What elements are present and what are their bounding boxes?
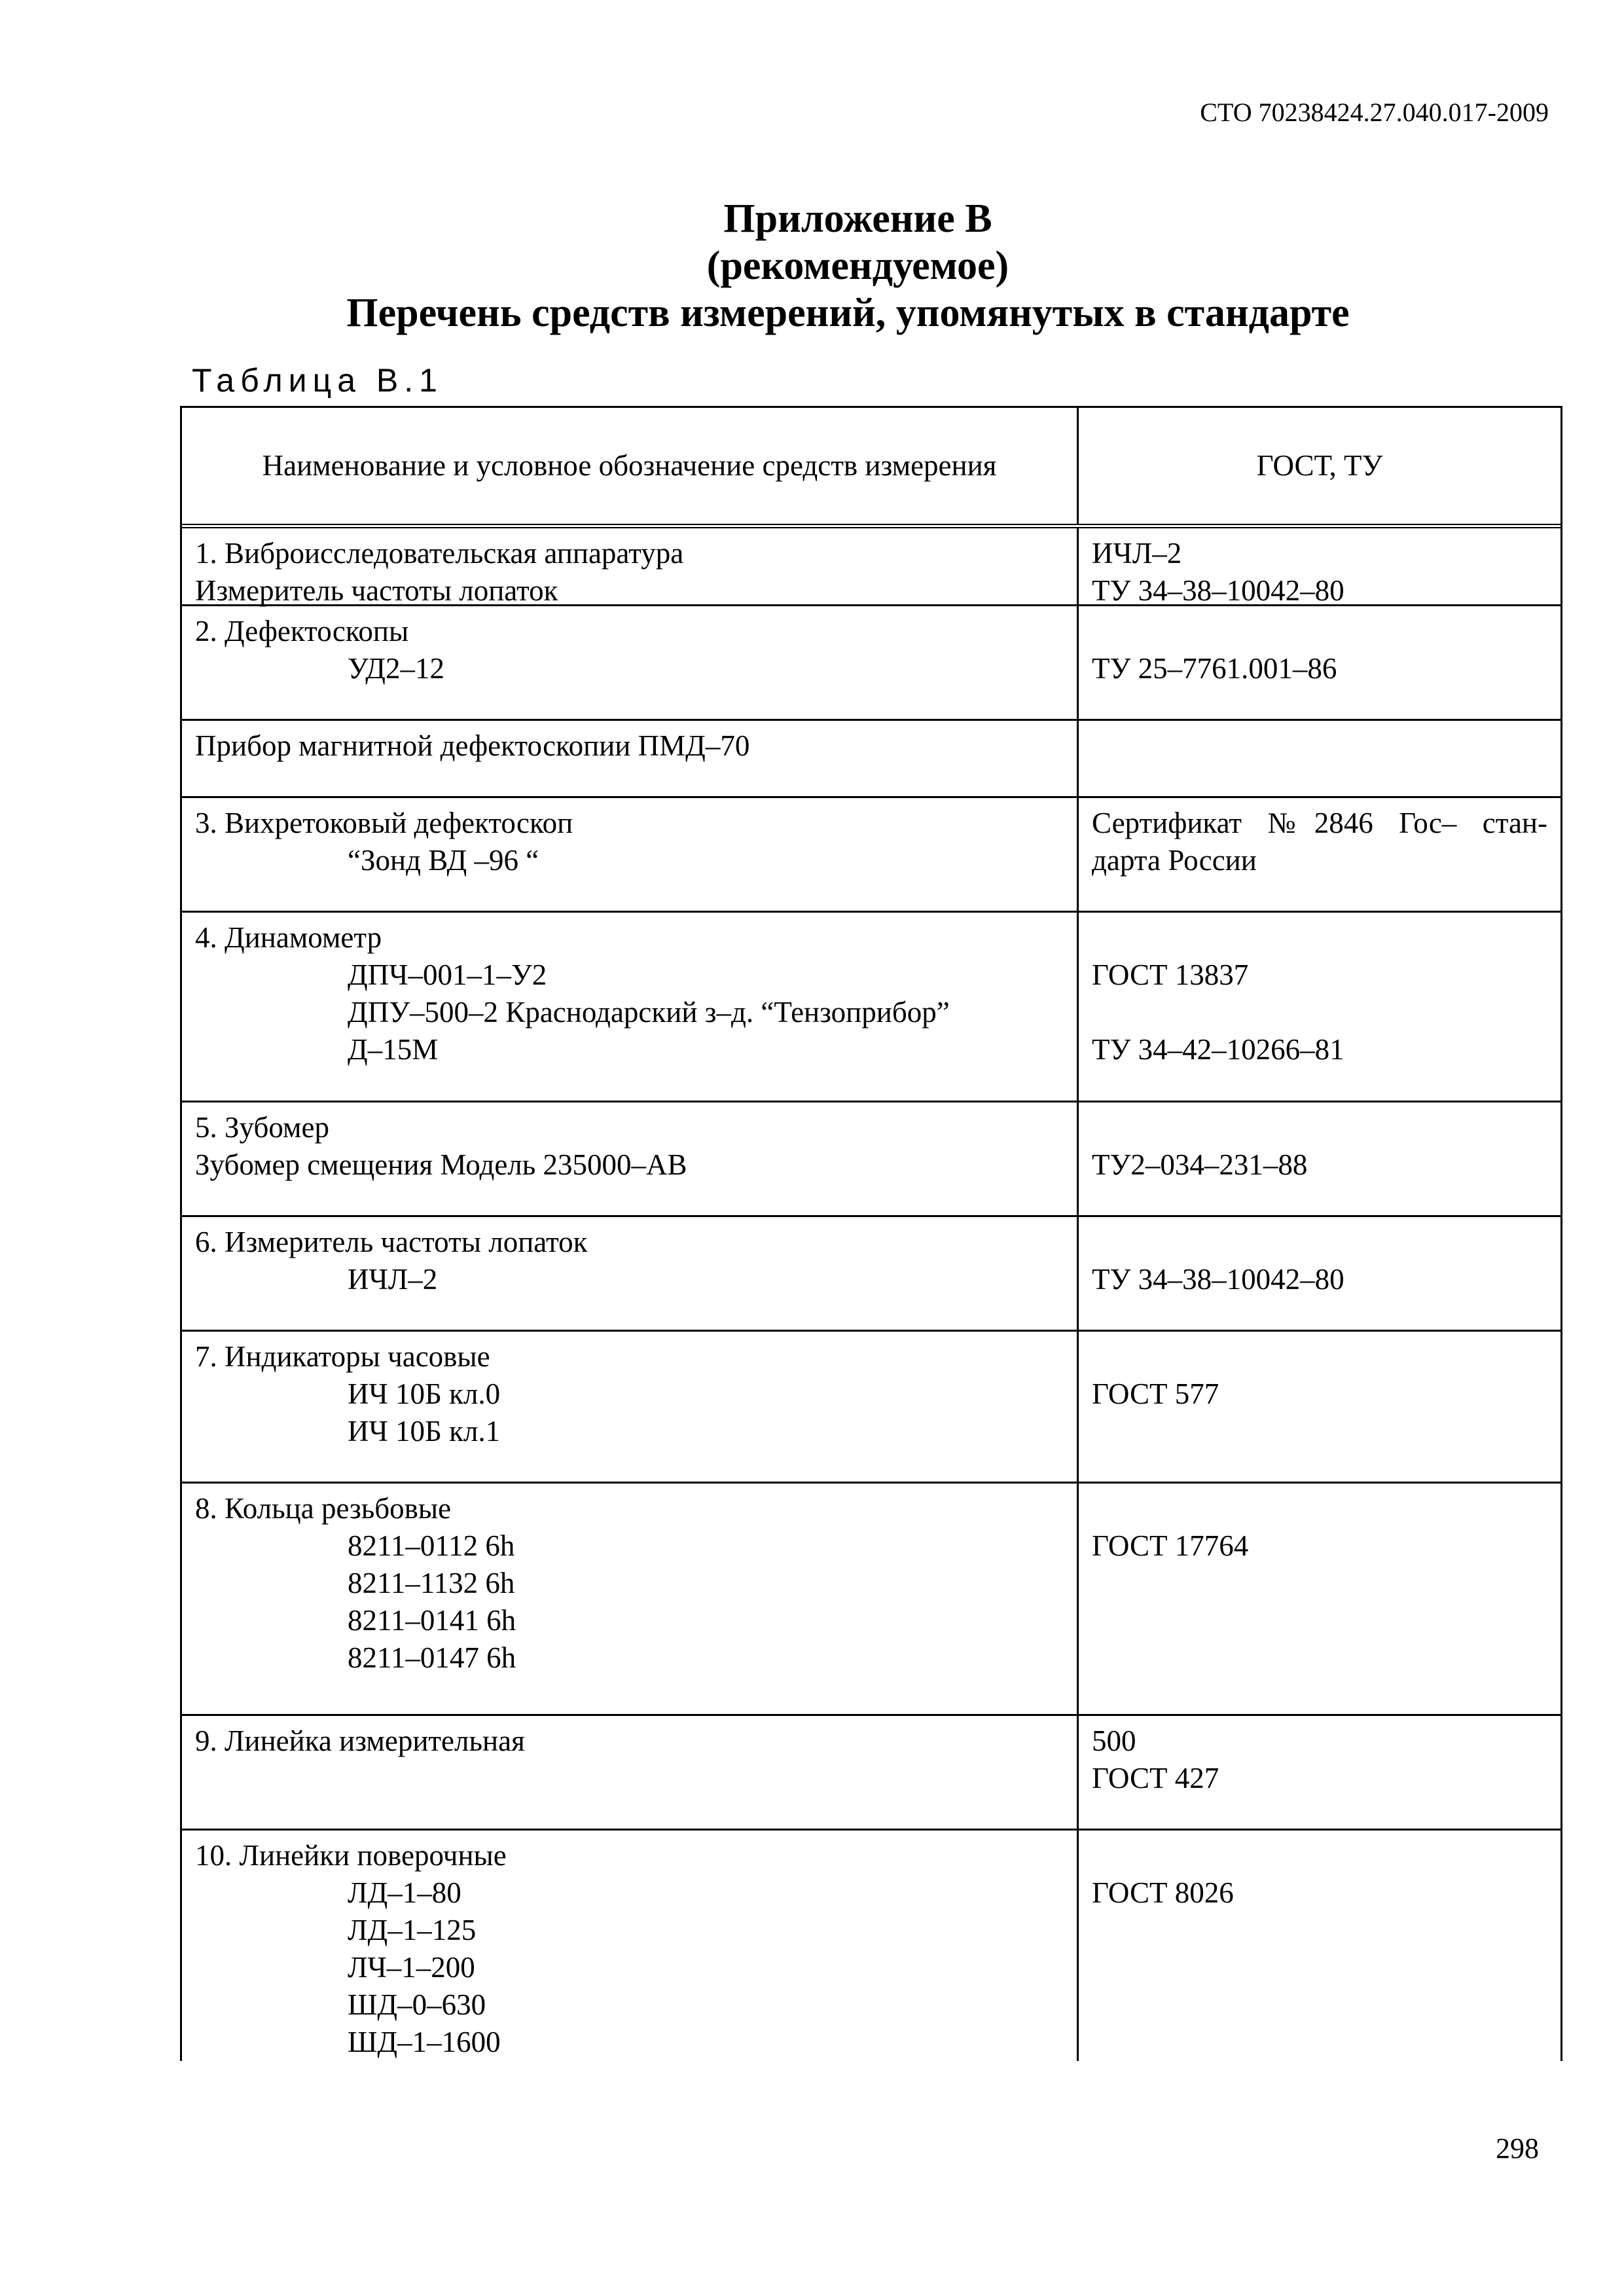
table-row [182, 1716, 1561, 1831]
standard-line [1092, 1109, 1547, 1146]
instrument-line: 8211–1132 6h [348, 1567, 515, 1599]
standard-cell [1079, 1484, 1561, 1714]
table-label: Таблица В.1 [192, 362, 443, 399]
table-row [182, 1102, 1561, 1217]
standard-cell [1079, 913, 1561, 1101]
instrument-line: ШД–0–630 [348, 1988, 486, 2021]
instrument-line: 6. Измеритель частоты лопаток [195, 1226, 588, 1258]
instrument-line: 10. Линейки поверочные [195, 1839, 507, 1872]
instrument-line: 8211–0147 6h [348, 1641, 516, 1674]
table-row [182, 606, 1561, 721]
instrument-line: 1. Виброисследовательская аппаратура [195, 537, 684, 570]
instrument-line: ИЧ 10Б кл.1 [348, 1415, 501, 1448]
standard-cell [1079, 1217, 1561, 1330]
standard-line: ТУ 34–38–10042–80 [1092, 1263, 1344, 1296]
instrument-line: 8. Кольца резьбовые [195, 1492, 452, 1525]
standard-line: ТУ 34–42–10266–81 [1092, 1033, 1344, 1066]
standard-line [1092, 994, 1547, 1031]
standard-line: ГОСТ 17764 [1092, 1529, 1249, 1562]
standard-cell [1079, 1102, 1561, 1215]
standard-cell [1079, 721, 1561, 796]
standard-line: ТУ 34–38–10042–80 [1092, 574, 1344, 607]
table-row [182, 721, 1561, 798]
standard-cell [1079, 528, 1561, 607]
instrument-cell [182, 606, 1079, 719]
standard-line [1092, 1338, 1547, 1376]
instrument-cell [182, 1484, 1079, 1714]
instrument-line: ДПУ–500–2 Краснодарский з–д. “Тензоприбор” [348, 996, 950, 1029]
table-row [182, 1831, 1561, 2061]
instrument-line: 2. Дефектоскопы [195, 615, 409, 647]
instrument-line: ЛД–1–125 [348, 1914, 477, 1946]
instrument-cell [182, 1831, 1079, 2061]
header-standard: ГОСТ, ТУ [1256, 449, 1383, 482]
instrument-line: “Зонд ВД –96 “ [348, 844, 539, 877]
standard-line: ГОСТ 577 [1092, 1377, 1219, 1410]
standard-line: ИЧЛ–2 [1092, 537, 1182, 570]
instrument-cell [182, 798, 1079, 911]
standard-line [1092, 1224, 1547, 1261]
instrument-line: 9. Линейка измерительная [195, 1724, 525, 1757]
standard-line [1092, 1837, 1547, 1874]
standard-cell [1079, 1332, 1561, 1482]
instrument-cell [182, 721, 1079, 796]
instrument-line: 5. Зубомер [195, 1111, 329, 1144]
appendix-subject: Перечень средств измерений, упомянутых в стандарте [346, 291, 1350, 335]
standard-cell [1079, 1831, 1561, 2061]
instrument-line: 4. Динамометр [195, 921, 382, 954]
header-instrument-name: Наименование и условное обозначение средств измерения [182, 408, 1079, 524]
instrument-line: Зубомер смещения Модель 235000–АВ [195, 1148, 687, 1181]
standard-cell [1079, 606, 1561, 719]
instrument-line: ЛЧ–1–200 [348, 1951, 475, 1984]
standard-line [1092, 919, 1547, 957]
table-row [182, 528, 1561, 606]
instrument-cell [182, 1217, 1079, 1330]
document-code: СТО 70238424.27.040.017-2009 [1200, 98, 1549, 127]
instrument-line: 8211–0141 6h [348, 1604, 516, 1637]
standard-line: ГОСТ 13837 [1092, 958, 1249, 991]
standard-line [1092, 1490, 1547, 1527]
standard-line: 500 [1092, 1724, 1136, 1757]
standard-cell [1079, 798, 1561, 911]
instrument-line: ДПЧ–001–1–У2 [348, 958, 547, 991]
table-row [182, 1217, 1561, 1332]
table-row [182, 798, 1561, 913]
instrument-cell [182, 528, 1079, 607]
standard-line: ТУ 25–7761.001–86 [1092, 652, 1337, 685]
appendix-title: Приложение В [723, 196, 992, 241]
instrument-line: Прибор магнитной дефектоскопии ПМД–70 [195, 729, 750, 762]
standard-line: ТУ2–034–231–88 [1092, 1148, 1308, 1181]
standard-cell [1079, 1716, 1561, 1829]
standard-line: Сертификат №2846 Гос– стан- [1092, 807, 1547, 839]
instrument-line: 8211–0112 6h [348, 1529, 515, 1562]
table-row [182, 1332, 1561, 1484]
page-number: 298 [1496, 2132, 1539, 2164]
appendix-status: (рекомендуемое) [706, 244, 1009, 288]
instrument-line: ИЧ 10Б кл.0 [348, 1377, 501, 1410]
appendix-heading [0, 195, 1624, 337]
standard-line: дарта России [1092, 844, 1257, 877]
instrument-line: 3. Вихретоковый дефектоскоп [195, 807, 573, 839]
standard-line [1092, 613, 1547, 650]
table-row [182, 913, 1561, 1102]
instrument-line: Измеритель частоты лопаток [195, 574, 558, 607]
instrument-line: ИЧЛ–2 [348, 1263, 438, 1296]
instrument-cell [182, 1716, 1079, 1829]
instrument-cell [182, 1332, 1079, 1482]
instrument-line: ШД–1–1600 [348, 2026, 501, 2058]
standard-line: ГОСТ 427 [1092, 1762, 1219, 1795]
instrument-cell [182, 913, 1079, 1101]
instrument-line: 7. Индикаторы часовые [195, 1340, 490, 1373]
instrument-line: Д–15М [348, 1033, 439, 1066]
instruments-table [180, 406, 1562, 2061]
instrument-line: ЛД–1–80 [348, 1876, 461, 1909]
table-header-row [182, 408, 1561, 528]
table-row [182, 1484, 1561, 1716]
instrument-line: УД2–12 [348, 652, 445, 685]
standard-line: ГОСТ 8026 [1092, 1876, 1234, 1909]
instrument-cell [182, 1102, 1079, 1215]
